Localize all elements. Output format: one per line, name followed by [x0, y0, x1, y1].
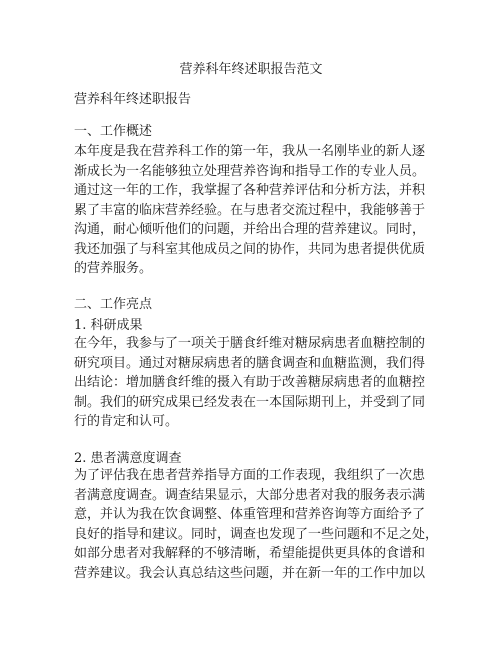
subsection-title-research: 1. 科研成果 — [74, 318, 143, 333]
paragraph-line: 营养建议。我会认真总结这些问题，并在新一年的工作中加以 — [74, 565, 426, 581]
paragraph-line: 出结论：增加膳食纤维的摄入有助于改善糖尿病患者的血糖控 — [74, 375, 426, 390]
paragraph-line: 研究项目。通过对糖尿病患者的膳食调查和血糖监测，我们得 — [74, 355, 426, 371]
paragraph-line: 累了丰富的临床营养经验。在与患者交流过程中，我能够善于 — [74, 202, 426, 218]
subsection-title-satisfaction: 2. 患者满意度调查 — [74, 451, 182, 466]
paragraph-line: 沟通，耐心倾听他们的问题，并给出合理的营养建议。同时， — [74, 222, 426, 237]
paragraph-line: 渐成长为一名能够独立处理营养咨询和指导工作的专业人员。 — [74, 163, 426, 179]
paragraph-line: 意，并认为我在饮食调整、体重管理和营养咨询等方面给予了 — [74, 507, 426, 522]
paragraph-line: 本年度是我在营养科工作的第一年，我从一名刚毕业的新人逐 — [74, 144, 426, 159]
document-title: 营养科年终述职报告范文 — [179, 62, 323, 77]
paragraph-line: 行的肯定和认可。 — [74, 414, 179, 429]
paragraph-line: 我还加强了与科室其他成员之间的协作，共同为患者提供优质 — [74, 241, 426, 257]
paragraph-line: 如部分患者对我解释的不够清晰，希望能提供更具体的食谱和 — [74, 546, 426, 561]
section-title-overview: 一、工作概述 — [74, 124, 153, 139]
paragraph-line: 良好的指导和建议。同时，调查也发现了一些问题和不足之处， — [74, 526, 439, 542]
research-paragraph — [74, 334, 434, 432]
report-heading: 营养科年终述职报告 — [74, 92, 192, 107]
overview-paragraph — [74, 142, 434, 279]
satisfaction-paragraph — [74, 466, 439, 583]
paragraph-line: 为了评估我在患者营养指导方面的工作表现，我组织了一次患 — [74, 468, 426, 483]
paragraph-line: 在今年，我参与了一项关于膳食纤维对糖尿病患者血糖控制的 — [74, 336, 426, 351]
paragraph-line: 制。我们的研究成果已经发表在一本国际期刊上，并受到了同 — [74, 394, 426, 410]
paragraph-line: 者满意度调查。调查结果显示，大部分患者对我的服务表示满 — [74, 487, 426, 503]
paragraph-line: 通过这一年的工作，我掌握了各种营养评估和分析方法，并积 — [74, 183, 426, 198]
paragraph-line: 的营养服务。 — [74, 261, 153, 276]
section-title-highlights: 二、工作亮点 — [74, 297, 153, 312]
